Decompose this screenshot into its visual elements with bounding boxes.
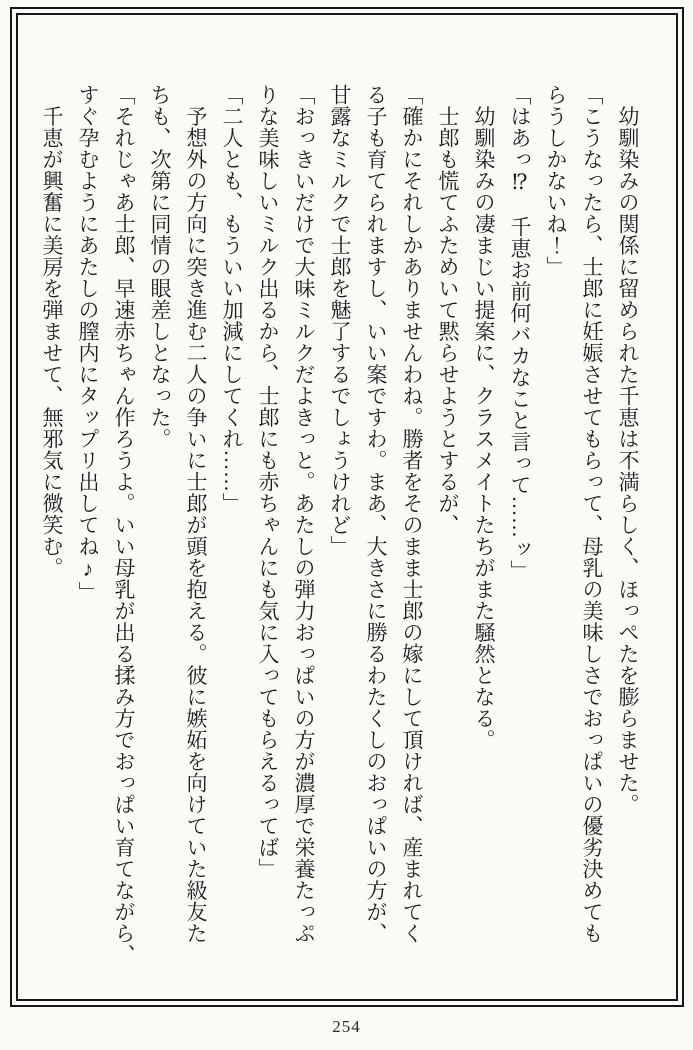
text-column-4: 「はあっ⁉ 千恵お前何バカなこと言って……ッ」 [508,84,532,582]
text-column-16: すぐ孕むようにあたしの膣内にタップリ出してね♪」 [76,84,100,603]
text-column-6: 士郎も慌てふためいて黙らせようとするが、 [436,84,460,536]
text-column-15: 「それじゃあ士郎、早速赤ちゃん作ろうよ。いい母乳が出る揉み方でおっぱい育てながら、 [112,84,136,966]
text-column-11: りな美味しいミルク出るから、士郎にも赤ちゃんにも気に入ってもらえるってば」 [256,84,280,880]
text-column-5: 幼馴染みの凄まじい提案に、クラスメイトたちがまた騒然となる。 [472,84,496,751]
page-number: 254 [332,1017,361,1036]
text-column-1: 幼馴染みの関係に留められた千恵は不満らしく、ほっぺたを膨らませた。 [616,84,640,815]
text-column-10: 「おっきいだけで大味ミルクだよきっと。あたしの弾力おっぱいの方が濃厚で栄養たっぷ [292,84,316,944]
text-column-7: 「確かにそれしかありませんわね。勝者をそのまま士郎の嫁にして頂ければ、産まれてく [400,84,424,944]
text-column-3: らうしかないね！」 [544,84,568,278]
text-column-17: 千恵が興奮に美房を弾ませて、無邪気に微笑む。 [40,84,64,579]
text-column-14: ちも、次第に同情の眼差しとなった。 [148,84,172,450]
text-column-2: 「こうなったら、士郎に妊娠させてもらって、母乳の美味しさでおっぱいの優劣決めても [580,84,604,944]
text-column-9: 甘露なミルクで士郎を魅了するでしょうけれど」 [328,84,352,557]
text-block [34,84,646,968]
text-column-12: 「二人とも、もういい加減にしてくれ……」 [220,84,244,514]
text-column-13: 予想外の方向に突き進む二人の争いに士郎が頭を抱える。彼に嫉妬を向けていた級友た [184,84,208,944]
text-column-8: る子も育てられますし、いい案ですわ。まあ、大きさに勝るわたくしのおっぱいの方が、 [364,84,388,944]
